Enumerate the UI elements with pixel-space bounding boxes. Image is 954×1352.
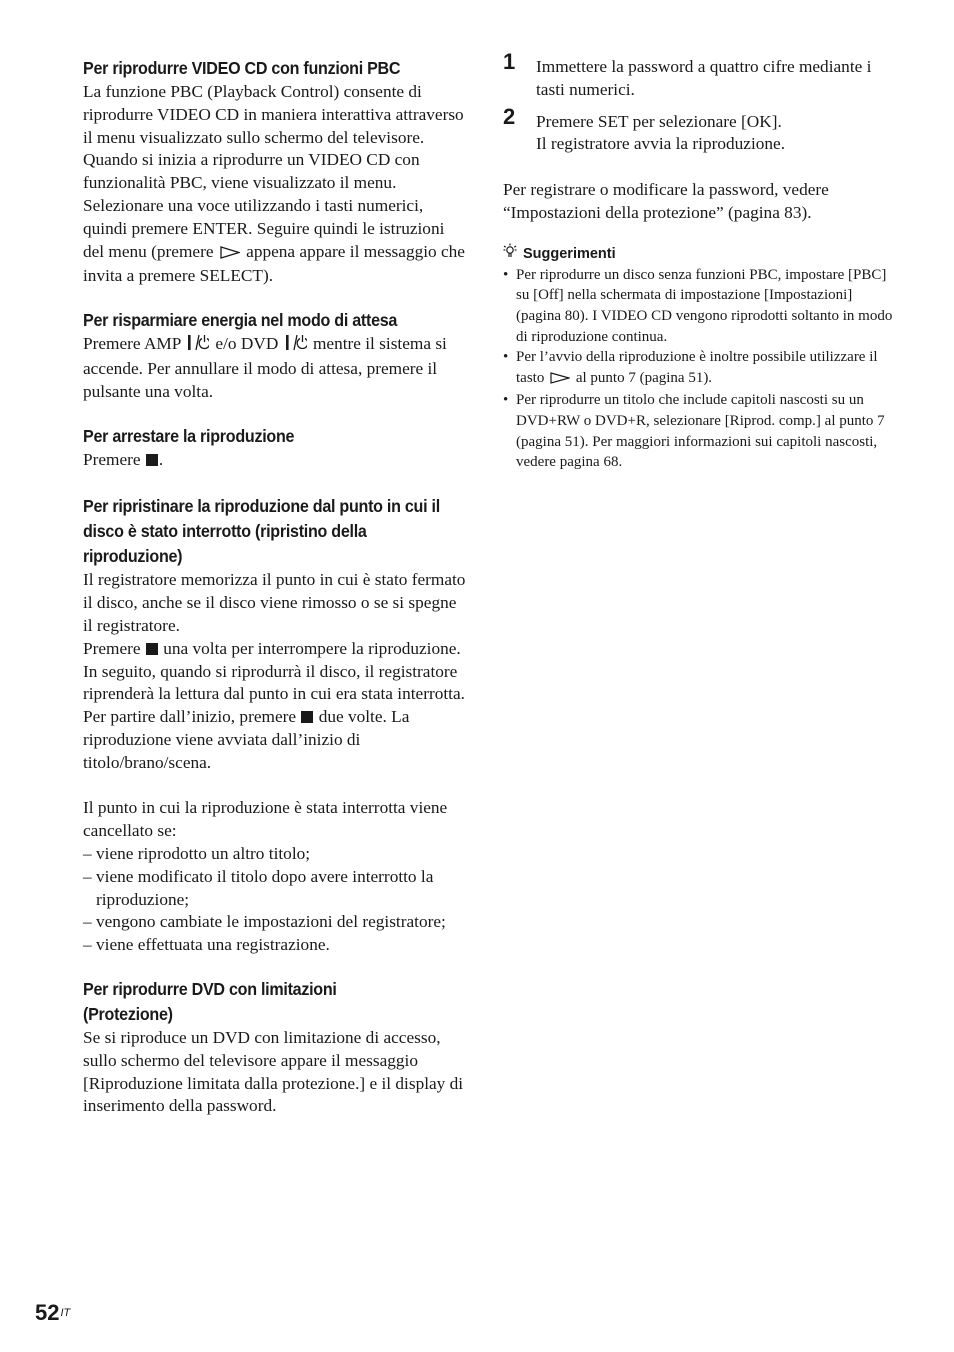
stop-icon — [146, 454, 158, 466]
lightbulb-icon — [503, 243, 517, 265]
list-item: – viene riprodotto un altro titolo; — [83, 843, 311, 863]
resume-p3-text-b: due volte. La riproduzione viene avviata dall’inizio di titolo/brano/scena. — [83, 707, 410, 772]
resume-paragraph-3 — [83, 706, 469, 774]
protect-heading: Per riprodurre DVD con limitazioni (Protezione) — [83, 978, 337, 1024]
resume-heading: Per ripristinare la riproduzione dal punto in cui il disco è stato interrotto (ripristino della riproduzione) — [83, 496, 440, 567]
standby-paragraph — [83, 333, 469, 403]
standby-text-1: Premere AMP — [83, 334, 181, 354]
stop-icon — [146, 643, 158, 655]
play-icon — [550, 370, 570, 391]
tip-text: Per l’avvio della riproduzione è inoltre possibile utilizzare il tasto — [516, 349, 878, 386]
list-item: – viene modificato il titolo dopo avere interrotto la riproduzione; — [83, 866, 434, 909]
play-icon — [220, 243, 240, 266]
power-icon — [285, 334, 307, 358]
tips-heading-text: Suggerimenti — [523, 245, 616, 262]
step-2 — [503, 103, 893, 157]
left-column — [83, 56, 469, 1118]
page-number-value: 52 — [35, 1300, 60, 1325]
page-language-code: IT — [60, 1307, 71, 1319]
step-1 — [503, 49, 893, 102]
list-item-text: viene modificato il titolo dopo avere interrotto la riproduzione; — [96, 866, 434, 909]
list-item-text: viene riprodotto un altro titolo; — [96, 843, 311, 863]
list-item-text: viene effettuata una registrazione. — [96, 935, 330, 955]
resume-paragraph-1: Il registratore memorizza il punto in cui è stato fermato il disco, anche se il disco viene rimosso o se si spegne il registratore. — [83, 570, 466, 635]
stop-icon — [301, 711, 313, 723]
resume-paragraph-2 — [83, 638, 469, 706]
stop-heading: Per arrestare la riproduzione — [83, 425, 295, 446]
resume-paragraph-4: Il punto in cui la riproduzione è stata interrotta viene cancellato se: — [83, 798, 448, 841]
tip-text: Per riprodurre un titolo che include capitoli nascosti su un DVD+RW o DVD+R, selezionare [Riprod. comp.] al punto 7 (pagina 51). Per maggiori informazioni sui capitoli nascosti, vedere pagina 68. — [516, 392, 885, 471]
page-number — [35, 1300, 70, 1326]
pbc-paragraph-2-text-b: appena appare il messaggio che invita a premere SELECT). — [83, 241, 465, 286]
tip-item: • Per l’avvio della riproduzione è inoltre possibile utilizzare il tasto al punto 7 (pagina 51). — [503, 347, 893, 390]
step-number: 2 — [503, 103, 516, 129]
step-text: Immettere la password a quattro cifre mediante i tasti numerici. — [536, 57, 872, 99]
standby-text-2: e/o DVD — [215, 334, 279, 354]
pbc-paragraph-2 — [83, 149, 469, 288]
resume-p2-text-b: una volta per interrompere la riproduzione. In seguito, quando si riprodurrà il disco, il registratore riprenderà la lettura dal punto in cui era stata interrotta. — [83, 638, 465, 704]
standby-text-3: mentre il sistema si accende. Per annullare il modo di attesa, premere il pulsante una volta. — [83, 334, 447, 401]
step-number: 1 — [503, 49, 516, 74]
tip-text-end: al punto 7 (pagina 51). — [575, 369, 713, 386]
stop-paragraph — [83, 449, 469, 472]
pbc-paragraph-2-text-a: Quando si inizia a riprodurre un VIDEO CD con funzionalità PBC, viene visualizzato il menu. Selezionare una voce utilizzando i tasti numerici, quindi premere ENTER. Seguire quindi le istruzioni del menu (premere — [83, 150, 445, 261]
tips-heading — [503, 243, 893, 265]
resume-p3-text-a: Per partire dall’inizio, premere — [83, 707, 297, 727]
resume-p2-text-a: Premere — [83, 638, 141, 658]
stop-text: Premere — [83, 449, 141, 469]
standby-heading: Per risparmiare energia nel modo di attesa — [83, 310, 398, 331]
stop-text-end: . — [158, 449, 164, 469]
right-column — [503, 49, 893, 473]
tip-text: Per riprodurre un disco senza funzioni PBC, impostare [PBC] su [Off] nella schermata di impostazione [Impostazioni] (pagina 80). I VIDEO CD vengono riprodotti soltanto in modo di riproduzione continua. — [516, 266, 893, 345]
list-item: – viene effettuata una registrazione. — [83, 935, 330, 955]
list-item-text: vengono cambiate le impostazioni del registratore; — [96, 912, 446, 932]
list-item: – vengono cambiate le impostazioni del registratore; — [83, 912, 446, 932]
password-note: Per registrare o modificare la password, vedere “Impostazioni della protezione” (pagina 83). — [503, 180, 829, 222]
power-icon — [187, 334, 209, 358]
protect-paragraph: Se si riproduce un DVD con limitazione di accesso, sullo schermo del televisore appare il messaggio [Riproduzione limitata dalla protezione.] e il display di inserimento della password. — [83, 1027, 464, 1116]
pbc-heading: Per riprodurre VIDEO CD con funzioni PBC — [83, 58, 401, 78]
tip-item: • Per riprodurre un titolo che include capitoli nascosti su un DVD+RW o DVD+R, selezionare [Riprod. comp.] al punto 7 (pagina 51). Per maggiori informazioni sui capitoli nascosti, vedere pagina 68. — [503, 392, 885, 471]
tip-item: • Per riprodurre un disco senza funzioni PBC, impostare [PBC] su [Off] nella schermata di impostazione [Impostazioni] (pagina 80). I VIDEO CD vengono riprodotti soltanto in modo di riproduzione continua. — [503, 266, 893, 345]
step-text: Premere SET per selezionare [OK]. — [536, 111, 782, 131]
step-text-2: Il registratore avvia la riproduzione. — [536, 134, 786, 154]
pbc-paragraph-1: La funzione PBC (Playback Control) consente di riprodurre VIDEO CD in maniera interattiva attraverso il menu visualizzato sullo schermo del televisore. — [83, 82, 464, 147]
